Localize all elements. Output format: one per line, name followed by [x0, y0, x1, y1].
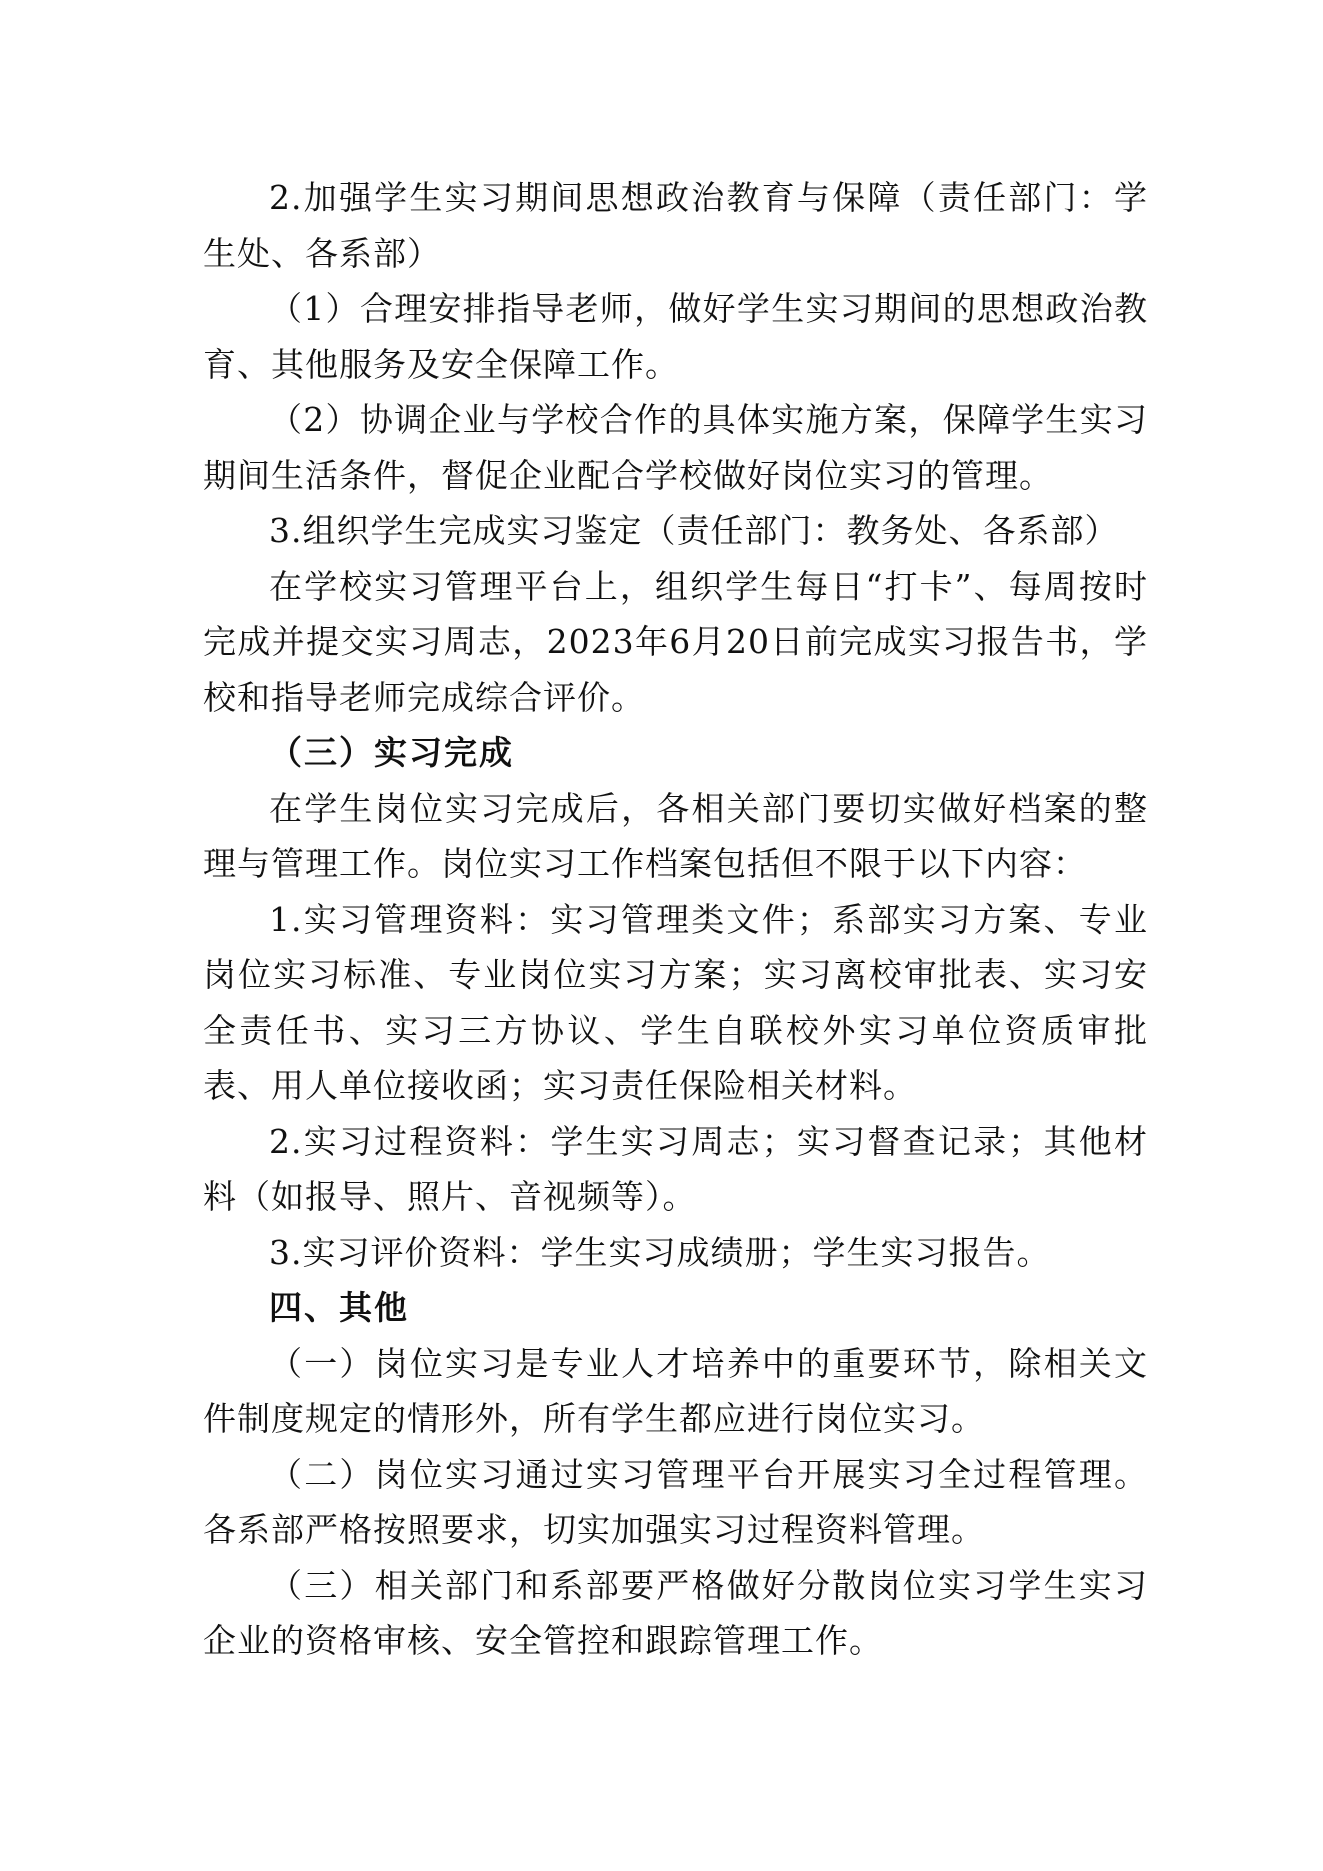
paragraph-other-2: （二）岗位实习通过实习管理平台开展实习全过程管理。各系部严格按照要求，切实加强实习过程资料管理。: [203, 1454, 1148, 1549]
paragraph-item-2-coordination: （2）协调企业与学校合作的具体实施方案，保障学生实习期间生活条件，督促企业配合学校做好岗位实习的管理。: [203, 400, 1148, 495]
paragraph-archive-management: 在学生岗位实习完成后，各相关部门要切实做好档案的整理与管理工作。岗位实习工作档案包括但不限于以下内容：: [203, 788, 1148, 883]
paragraph-internship-assessment: 3.组织学生完成实习鉴定（责任部门：教务处、各系部）: [269, 511, 1119, 550]
heading-internship-completion: （三）实习完成: [269, 733, 514, 772]
paragraph-process-materials: 2.实习过程资料：学生实习周志；实习督查记录；其他材料（如报导、照片、音视频等）。: [203, 1121, 1148, 1216]
paragraph-other-3: （三）相关部门和系部要严格做好分散岗位实习学生实习企业的资格审核、安全管控和跟踪管理工作。: [203, 1565, 1148, 1660]
paragraph-ideological-education: 2.加强学生实习期间思想政治教育与保障（责任部门：学生处、各系部）: [203, 178, 1148, 273]
paragraph-item-1-instructors: （1）合理安排指导老师，做好学生实习期间的思想政治教育、其他服务及安全保障工作。: [203, 289, 1148, 384]
paragraph-other-1: （一）岗位实习是专业人才培养中的重要环节，除相关文件制度规定的情形外，所有学生都应进行岗位实习。: [203, 1343, 1148, 1438]
paragraph-evaluation-materials: 3.实习评价资料：学生实习成绩册；学生实习报告。: [269, 1232, 1051, 1272]
heading-others: 四、其他: [269, 1288, 409, 1327]
paragraph-platform-checkin: 在学校实习管理平台上，组织学生每日“打卡”、每周按时完成并提交实习周志，2023年6月20日前完成实习报告书，学校和指导老师完成综合评价。: [203, 566, 1148, 717]
paragraph-management-materials: 1.实习管理资料：实习管理类文件；系部实习方案、专业岗位实习标准、专业岗位实习方案；实习离校审批表、实习安全责任书、实习三方协议、学生自联校外实习单位资质审批表、用人单位接收函；实习责任保险相关材料。: [203, 899, 1148, 1105]
document-page: [203, 170, 1148, 1669]
